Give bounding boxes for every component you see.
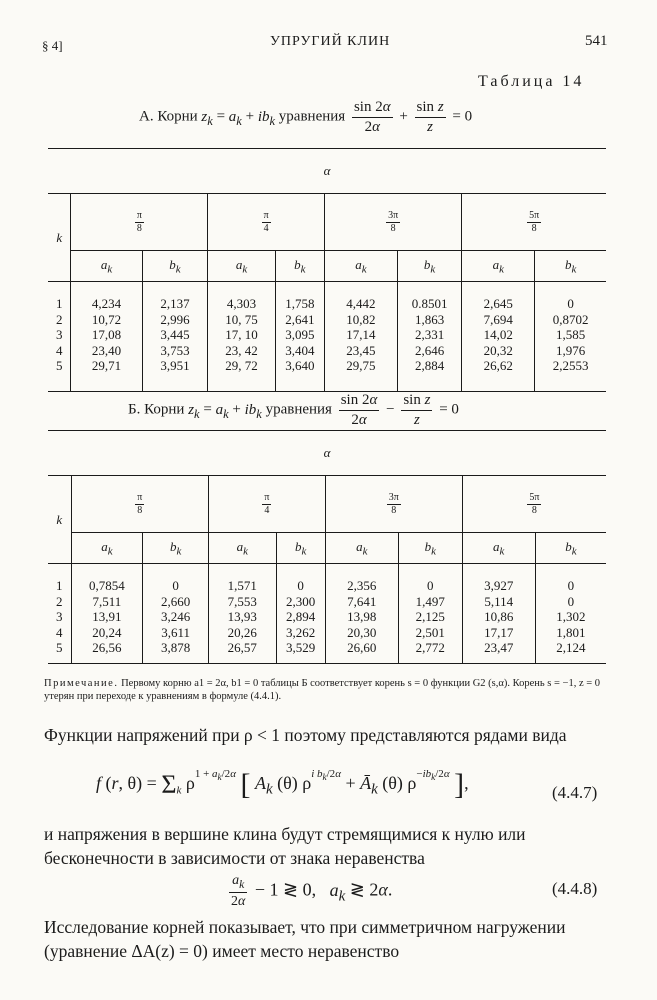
table-a-alpha-header: α bbox=[48, 149, 606, 194]
table-cell-value: 0,7854 bbox=[89, 578, 125, 593]
table-cell-value: 2,884 bbox=[414, 358, 445, 373]
table-cell-value: 2 bbox=[55, 311, 63, 327]
table-b-col bbox=[143, 564, 209, 664]
table-cell-value: 2,646 bbox=[414, 342, 445, 358]
table-cell-value: 2,660 bbox=[161, 593, 191, 609]
table-cell-value: 14,02 bbox=[483, 327, 513, 342]
table-b-caption-prefix: Б. Корни bbox=[128, 401, 185, 418]
table-cell-value: 4 bbox=[55, 342, 63, 358]
table-note bbox=[44, 677, 610, 703]
table-cell-value: 2,894 bbox=[286, 609, 316, 624]
table-cell-value: 23,47 bbox=[484, 640, 514, 655]
equation-number-4-4-7: (4.4.7) bbox=[552, 783, 598, 802]
table-a-k-values bbox=[48, 282, 71, 392]
table-cell-value: 1,758 bbox=[285, 296, 315, 311]
table-cell-value: 2,645 bbox=[483, 296, 513, 311]
table-cell-value: 3,951 bbox=[160, 358, 190, 373]
table-a bbox=[48, 148, 606, 392]
table-cell-value: 3,529 bbox=[286, 640, 316, 655]
table-cell-value: 2,356 bbox=[347, 578, 377, 593]
table-cell-value: 3,878 bbox=[161, 640, 191, 655]
table-cell-value: 2 bbox=[56, 593, 63, 609]
table-cell-value: 3,445 bbox=[160, 327, 190, 342]
table-cell-value: 1,863 bbox=[414, 311, 445, 327]
table-cell-value: 20,30 bbox=[347, 624, 377, 640]
note-text: Первому корню a1 = 2α, b1 = 0 таблицы Б соответствует корень s = 0 функции G2 (s,α). Корень s = −1, z = 0 утерян при переходе к уравнениям в формуле (4.4.1). bbox=[44, 678, 601, 702]
table-cell-value: 4,234 bbox=[91, 296, 122, 311]
table-cell-value: 1,976 bbox=[555, 342, 586, 358]
table-a-sub-bk: $b_k$ bbox=[142, 251, 208, 282]
table-b-col bbox=[71, 564, 143, 664]
table-cell-value: 26,57 bbox=[227, 640, 257, 655]
table-cell-value: 1,497 bbox=[415, 593, 445, 609]
table-a-angle-3pi-8: $\frac{3\pi}{8}$ bbox=[324, 194, 461, 251]
table-b-sub-bk: $b_k$ bbox=[398, 533, 462, 564]
table-cell-value: 3 bbox=[55, 327, 63, 342]
table-b-k-values bbox=[48, 564, 71, 664]
table-b-angle-pi-8: $\frac{\pi}{8}$ bbox=[71, 476, 208, 533]
table-b-k-header: k bbox=[48, 476, 71, 564]
table-b-col bbox=[462, 564, 535, 664]
table-cell-value: 17,08 bbox=[91, 327, 122, 342]
table-cell-value: 29,75 bbox=[346, 358, 376, 373]
table-cell-value: 17,14 bbox=[346, 327, 376, 342]
table-a-sub-ak: $a_k$ bbox=[71, 251, 142, 282]
table-cell-value: 5,114 bbox=[484, 593, 514, 609]
table-a-sub-bk: $b_k$ bbox=[275, 251, 324, 282]
table-a-col bbox=[324, 282, 397, 392]
table-cell-value: 10,86 bbox=[484, 609, 514, 624]
table-b-sub-ak: $a_k$ bbox=[208, 533, 276, 564]
table-cell-value: 3,640 bbox=[285, 358, 315, 373]
table-cell-value: 2,996 bbox=[160, 311, 190, 327]
table-cell-value: 3,753 bbox=[160, 342, 190, 358]
table-cell-value: 2,137 bbox=[160, 296, 190, 311]
table-a-angle-5pi-8: $\frac{5\pi}{8}$ bbox=[462, 194, 606, 251]
table-cell-value: 20,32 bbox=[483, 342, 513, 358]
table-cell-value: 2,2553 bbox=[552, 358, 589, 373]
table-cell-value: 7,553 bbox=[227, 593, 257, 609]
page-number: 541 bbox=[585, 33, 608, 49]
table-cell-value: 3,611 bbox=[161, 624, 191, 640]
table-cell-value: 2,300 bbox=[286, 593, 316, 609]
table-cell-value: 2,772 bbox=[415, 640, 445, 655]
table-cell-value: 0 bbox=[426, 578, 434, 593]
table-a-col bbox=[71, 282, 142, 392]
table-a-angle-pi-4: $\frac{\pi}{4}$ bbox=[208, 194, 325, 251]
note-label: Примечание. bbox=[44, 678, 119, 689]
table-a-sub-ak: $a_k$ bbox=[462, 251, 535, 282]
table-a-col bbox=[535, 282, 606, 392]
table-b-sub-ak: $a_k$ bbox=[71, 533, 143, 564]
table-b-col bbox=[535, 564, 606, 664]
table-a-caption-prefix: А. Корни bbox=[139, 108, 198, 125]
table-cell-value: 10,82 bbox=[346, 311, 376, 327]
table-cell-value: 3,246 bbox=[161, 609, 191, 624]
table-cell-value: 4,442 bbox=[346, 296, 376, 311]
table-a-col bbox=[397, 282, 461, 392]
table-b-sub-bk: $b_k$ bbox=[143, 533, 209, 564]
table-cell-value: 23,40 bbox=[91, 342, 122, 358]
table-b-sub-ak: $a_k$ bbox=[325, 533, 398, 564]
table-cell-value: 0 bbox=[172, 578, 179, 593]
table-cell-value: 23, 42 bbox=[225, 342, 258, 358]
table-cell-value: 0 bbox=[567, 296, 574, 311]
table-cell-value: 29, 72 bbox=[225, 358, 258, 373]
table-a-sub-ak: $a_k$ bbox=[208, 251, 275, 282]
table-cell-value: 0.8501 bbox=[411, 296, 448, 311]
table-label: Таблица 14 bbox=[478, 73, 585, 90]
paragraph-1: Функции напряжений при ρ < 1 поэтому представляются рядами вида bbox=[44, 725, 567, 745]
paragraph-3: Исследование корней показывает, что при симметричном нагружении (уравнение ΔA(z) = 0) имеет место неравенство bbox=[44, 917, 566, 961]
table-a-angle-pi-8: $\frac{\pi}{8}$ bbox=[71, 194, 208, 251]
table-cell-value: 26,62 bbox=[483, 358, 513, 373]
table-cell-value: 10,72 bbox=[91, 311, 122, 327]
table-cell-value: 20,24 bbox=[92, 624, 122, 640]
table-cell-value: 7,511 bbox=[92, 593, 122, 609]
table-cell-value: 3,927 bbox=[484, 578, 514, 593]
table-cell-value: 29,71 bbox=[91, 358, 122, 373]
section-marker: § 4] bbox=[42, 38, 63, 53]
table-b-sub-bk: $b_k$ bbox=[276, 533, 325, 564]
table-cell-value: 2,125 bbox=[415, 609, 445, 624]
table-cell-value: 3,095 bbox=[285, 327, 315, 342]
table-cell-value: 20,26 bbox=[227, 624, 257, 640]
table-b-col bbox=[208, 564, 276, 664]
table-b-col bbox=[276, 564, 325, 664]
table-cell-value: 5 bbox=[55, 358, 63, 373]
table-a-caption-word: уравнения bbox=[278, 108, 346, 125]
table-cell-value: 3 bbox=[56, 609, 63, 624]
equation-number-4-4-8: (4.4.8) bbox=[552, 879, 598, 898]
table-a-caption: А. Корни $z_k = a_k + ib_k$ уравнения $\frac{\sin 2\alpha}{2\alpha}$ + $\frac{\text{sin z}}{z}$ = 0 bbox=[139, 99, 473, 135]
table-a-sub-bk: $b_k$ bbox=[535, 251, 606, 282]
equation-4-4-7: f (r, $\theta) = \Sigma_k$ $\rho^{1 + a_k/2\alpha}$ [ $A_k$ (θ) $\rho^{i b_k/2\alpha}$ + $Ā_k$ (θ) $\rho^{-ib_k/2\alpha}$ ], bbox=[96, 768, 469, 801]
running-title: УПРУГИЙ КЛИН bbox=[270, 34, 391, 49]
table-cell-value: 26,56 bbox=[92, 640, 122, 655]
table-cell-value: 2,501 bbox=[415, 624, 445, 640]
table-cell-value: 23,45 bbox=[346, 342, 376, 358]
table-b bbox=[48, 430, 606, 664]
table-cell-value: 1 bbox=[56, 578, 63, 593]
table-cell-value: 13,93 bbox=[227, 609, 257, 624]
table-a-sub-bk: $b_k$ bbox=[397, 251, 461, 282]
table-cell-value: 4,303 bbox=[226, 296, 257, 311]
table-cell-value: 3,404 bbox=[285, 342, 315, 358]
table-cell-value: 3,262 bbox=[286, 624, 316, 640]
table-cell-value: 1,302 bbox=[556, 609, 586, 624]
table-b-caption: Б. Корни $z_k = a_k + ib_k$ уравнения $\frac{\sin 2\alpha}{2\alpha}$ − $\frac{\text{sin z}}{z}$ = 0 bbox=[128, 392, 459, 428]
table-cell-value: 4 bbox=[56, 624, 63, 640]
table-b-sub-ak: $a_k$ bbox=[462, 533, 535, 564]
table-a-col bbox=[142, 282, 208, 392]
table-b-angle-5pi-8: $\frac{5\pi}{8}$ bbox=[462, 476, 606, 533]
table-cell-value: 2,641 bbox=[285, 311, 315, 327]
table-cell-value: 2,331 bbox=[414, 327, 445, 342]
table-cell-value: 7,694 bbox=[483, 311, 513, 327]
table-a-sub-ak: $a_k$ bbox=[324, 251, 397, 282]
table-b-caption-word: уравнения bbox=[265, 401, 332, 418]
table-cell-value: 13,98 bbox=[347, 609, 377, 624]
table-a-col bbox=[462, 282, 535, 392]
table-cell-value: 0,8702 bbox=[552, 311, 589, 327]
table-cell-value: 0 bbox=[567, 593, 575, 609]
table-cell-value: 1,571 bbox=[227, 578, 257, 593]
table-b-col bbox=[398, 564, 462, 664]
table-cell-value: 13,91 bbox=[92, 609, 122, 624]
table-b-sub-bk: $b_k$ bbox=[535, 533, 606, 564]
table-b-alpha-header: α bbox=[48, 431, 606, 476]
table-cell-value: 10, 75 bbox=[225, 311, 258, 327]
table-cell-value: 5 bbox=[56, 640, 63, 655]
table-cell-value: 26,60 bbox=[347, 640, 377, 655]
table-cell-value: 0 bbox=[567, 578, 575, 593]
table-cell-value: 1 bbox=[55, 296, 63, 311]
table-a-k-header: k bbox=[48, 194, 71, 282]
table-b-col bbox=[325, 564, 398, 664]
table-b-angle-3pi-8: $\frac{3\pi}{8}$ bbox=[325, 476, 462, 533]
table-a-col bbox=[275, 282, 324, 392]
table-cell-value: 17,17 bbox=[484, 624, 514, 640]
table-cell-value: 7,641 bbox=[347, 593, 377, 609]
table-cell-value: 17, 10 bbox=[225, 327, 258, 342]
table-cell-value: 1,585 bbox=[555, 327, 586, 342]
table-cell-value: 0 bbox=[297, 578, 304, 593]
table-a-col bbox=[208, 282, 275, 392]
equation-4-4-8: $\frac{a_k}{2\alpha}$ − 1 ≷ 0, $a_k$ ≷ 2α. bbox=[231, 873, 393, 910]
table-cell-value: 1,801 bbox=[556, 624, 586, 640]
table-b-angle-pi-4: $\frac{\pi}{4}$ bbox=[208, 476, 325, 533]
table-cell-value: 2,124 bbox=[556, 640, 586, 655]
paragraph-2: и напряжения в вершине клина будут стремящимися к нулю или бесконечности в зависимости от знака неравенства bbox=[44, 824, 526, 868]
